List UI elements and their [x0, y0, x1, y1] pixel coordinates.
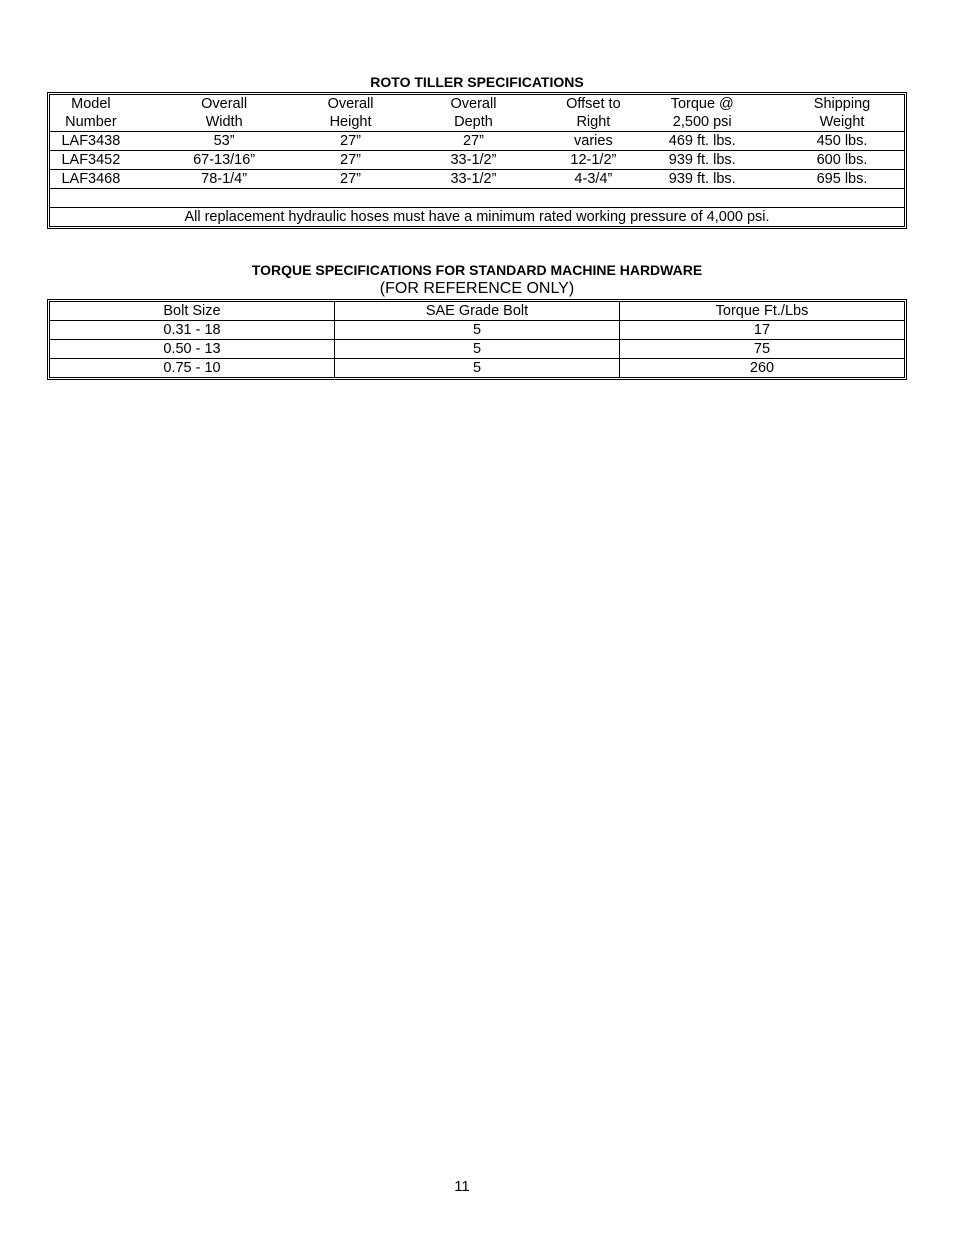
roto-tiller-table: [49, 94, 905, 227]
header-cell: Overall Depth: [385, 95, 563, 132]
header-cell: Overall Width: [132, 95, 317, 132]
note-row: [50, 208, 905, 227]
table-cell: 5: [335, 321, 620, 340]
roto-tiller-title: ROTO TILLER SPECIFICATIONS: [370, 74, 584, 90]
table-cell: 75: [620, 340, 905, 359]
table-cell: 27”: [385, 132, 563, 151]
table-row: [50, 170, 905, 189]
table-cell: 469 ft. lbs.: [624, 132, 780, 151]
table-cell: 33-1/2”: [385, 151, 563, 170]
roto-tiller-table-frame: [47, 92, 907, 229]
table-cell: 450 lbs.: [780, 132, 905, 151]
table-cell: LAF3468: [50, 170, 132, 189]
table-cell: 12-1/2”: [562, 151, 624, 170]
table-cell: 0.75 - 10: [50, 359, 335, 378]
header-cell: Model Number: [50, 95, 132, 132]
table-cell: 27”: [316, 132, 384, 151]
table-cell: 0.31 - 18: [50, 321, 335, 340]
table-cell: 4-3/4”: [562, 170, 624, 189]
table-cell: 5: [335, 340, 620, 359]
table-cell: LAF3452: [50, 151, 132, 170]
table-row: [50, 151, 905, 170]
table-cell: 33-1/2”: [385, 170, 563, 189]
table-cell: 695 lbs.: [780, 170, 905, 189]
torque-specifications-subtitle: (FOR REFERENCE ONLY): [379, 280, 575, 297]
header-cell: Offset to Right: [562, 95, 624, 132]
header-cell: Torque @ 2,500 psi: [624, 95, 780, 132]
blank-row: [50, 189, 905, 208]
table-cell: 939 ft. lbs.: [624, 151, 780, 170]
table-header-row: [50, 302, 905, 321]
blank-cell: [50, 189, 905, 208]
table-row: [50, 321, 905, 340]
table-row: [50, 340, 905, 359]
table-header-row: [50, 95, 905, 132]
table-cell: 5: [335, 359, 620, 378]
header-cell: Overall Height: [316, 95, 384, 132]
header-cell: Bolt Size: [50, 302, 335, 321]
table-row: [50, 359, 905, 378]
table-cell: varies: [562, 132, 624, 151]
table-cell: 17: [620, 321, 905, 340]
table-cell: 67-13/16”: [132, 151, 317, 170]
table-cell: 27”: [316, 151, 384, 170]
table-cell: 600 lbs.: [780, 151, 905, 170]
header-cell: Shipping Weight: [780, 95, 905, 132]
table-cell: 53”: [132, 132, 317, 151]
table-cell: 0.50 - 13: [50, 340, 335, 359]
torque-specifications-title: TORQUE SPECIFICATIONS FOR STANDARD MACHINE HARDWARE: [251, 262, 703, 278]
table-cell: 78-1/4”: [132, 170, 317, 189]
table-cell: LAF3438: [50, 132, 132, 151]
table-cell: 939 ft. lbs.: [624, 170, 780, 189]
header-cell: SAE Grade Bolt: [335, 302, 620, 321]
page-number: 11: [454, 1178, 470, 1195]
hose-pressure-note: All replacement hydraulic hoses must have a minimum rated working pressure of 4,000 psi.: [50, 208, 905, 227]
header-cell: Torque Ft./Lbs: [620, 302, 905, 321]
table-cell: 27”: [316, 170, 384, 189]
torque-table: [49, 301, 905, 378]
torque-table-frame: [47, 299, 907, 380]
table-row: [50, 132, 905, 151]
table-cell: 260: [620, 359, 905, 378]
